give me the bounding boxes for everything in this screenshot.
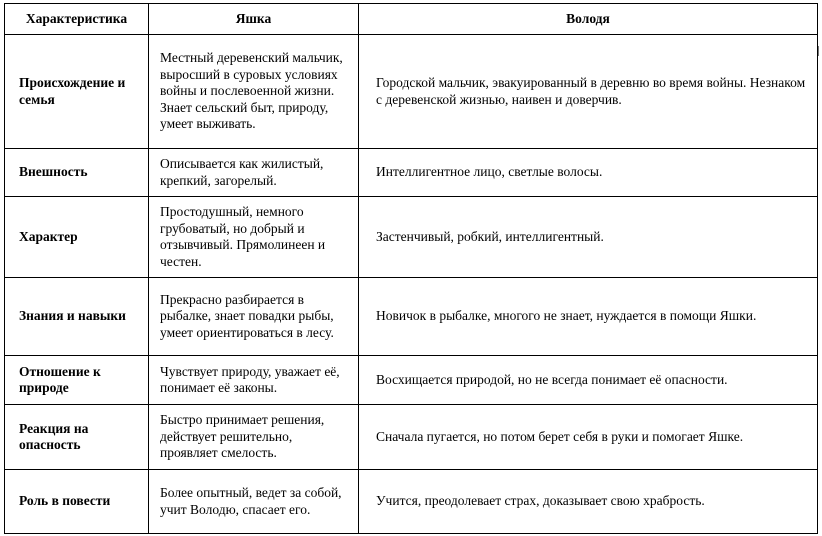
feature-cell: Внешность — [5, 149, 149, 197]
feature-cell: Реакция на опасность — [5, 405, 149, 470]
yashka-cell: Описывается как жилистый, крепкий, загорелый. — [149, 149, 359, 197]
header-volodya: Володя — [359, 4, 818, 35]
yashka-cell: Простодушный, немного грубоватый, но добрый и отзывчивый. Прямолинеен и честен. — [149, 197, 359, 278]
page-edge-mark — [818, 46, 819, 56]
document-page — [4, 3, 817, 534]
yashka-cell: Прекрасно разбирается в рыбалке, знает повадки рыбы, умеет ориентироваться в лесу. — [149, 278, 359, 356]
volodya-cell: Застенчивый, робкий, интеллигентный. — [359, 197, 818, 278]
yashka-cell: Чувствует природу, уважает её, понимает её законы. — [149, 356, 359, 405]
feature-cell: Роль в повести — [5, 470, 149, 534]
volodya-cell: Городской мальчик, эвакуированный в деревню во время войны. Незнаком с деревенской жизнью, наивен и доверчив. — [359, 35, 818, 149]
table-row — [5, 149, 818, 197]
yashka-cell: Более опытный, ведет за собой, учит Володю, спасает его. — [149, 470, 359, 534]
feature-cell: Происхождение и семья — [5, 35, 149, 149]
table-row — [5, 356, 818, 405]
yashka-cell: Местный деревенский мальчик, выросший в суровых условиях войны и послевоенной жизни. Знает сельский быт, природу, умеет выживать. — [149, 35, 359, 149]
yashka-cell: Быстро принимает решения, действует решительно, проявляет смелость. — [149, 405, 359, 470]
table-header-row — [5, 4, 818, 35]
feature-cell: Отношение к природе — [5, 356, 149, 405]
volodya-cell: Восхищается природой, но не всегда понимает её опасности. — [359, 356, 818, 405]
comparison-table — [4, 3, 818, 534]
volodya-cell: Сначала пугается, но потом берет себя в руки и помогает Яшке. — [359, 405, 818, 470]
table-row — [5, 405, 818, 470]
volodya-cell: Учится, преодолевает страх, доказывает свою храбрость. — [359, 470, 818, 534]
table-row — [5, 470, 818, 534]
feature-cell: Знания и навыки — [5, 278, 149, 356]
header-feature: Характеристика — [5, 4, 149, 35]
feature-cell: Характер — [5, 197, 149, 278]
volodya-cell: Новичок в рыбалке, многого не знает, нуждается в помощи Яшки. — [359, 278, 818, 356]
header-yashka: Яшка — [149, 4, 359, 35]
table-row — [5, 278, 818, 356]
table-row — [5, 197, 818, 278]
table-row — [5, 35, 818, 149]
volodya-cell: Интеллигентное лицо, светлые волосы. — [359, 149, 818, 197]
